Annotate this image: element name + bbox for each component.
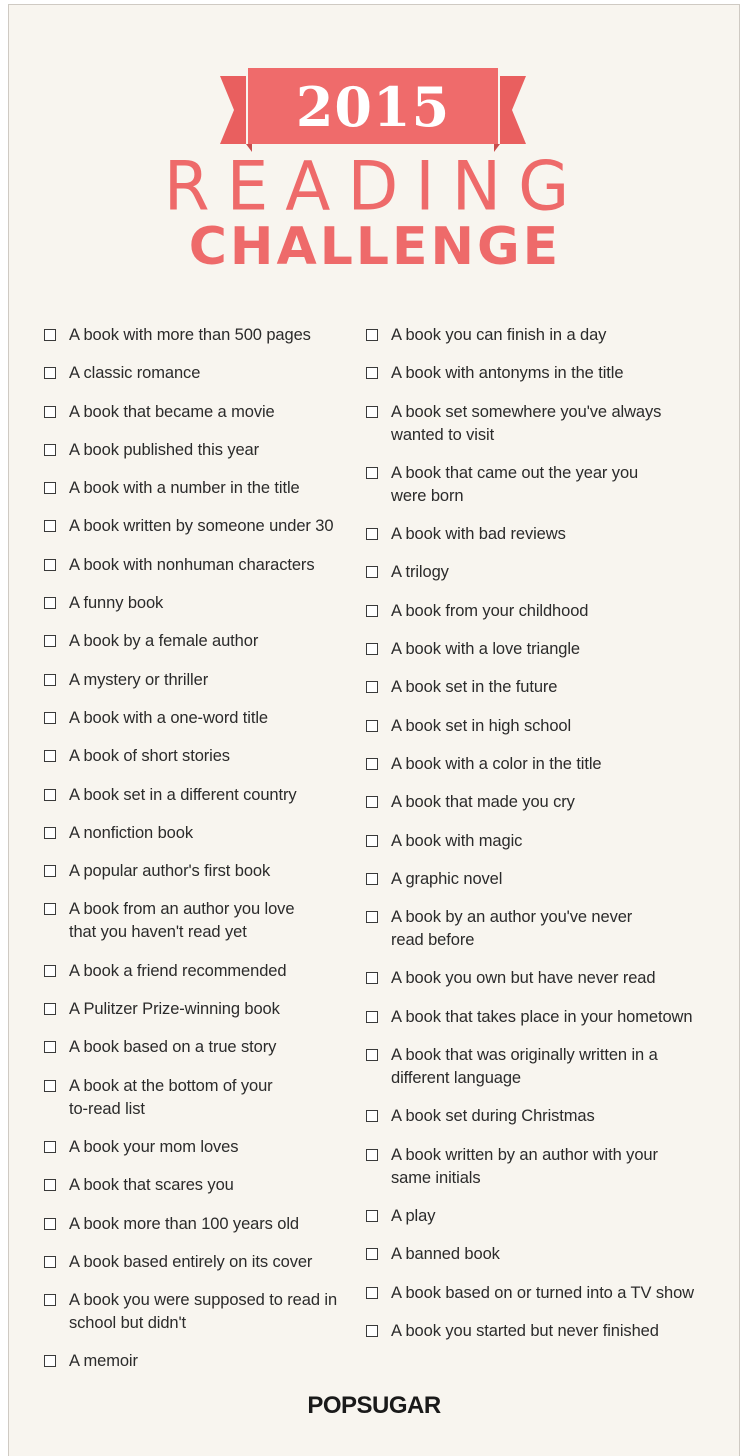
checklist-item[interactable]	[365, 791, 725, 814]
checklist-item[interactable]	[365, 638, 725, 661]
checklist-item-label: A Pulitzer Prize-winning book	[69, 1000, 280, 1019]
checklist-item-label: A trilogy	[391, 563, 449, 582]
checklist-item[interactable]	[43, 784, 361, 807]
checklist-item[interactable]	[43, 515, 361, 538]
checklist-item-label: were born	[391, 486, 464, 505]
checklist-item[interactable]	[365, 1243, 725, 1266]
checklist-item-label: A book from your childhood	[391, 601, 589, 620]
checklist-item[interactable]	[43, 1075, 361, 1121]
checklist-item[interactable]	[365, 830, 725, 853]
checklist-item[interactable]	[365, 906, 725, 952]
checklist-item[interactable]	[43, 1136, 361, 1159]
checkbox-icon[interactable]	[44, 367, 56, 379]
checklist-item[interactable]	[43, 822, 361, 845]
checkbox-icon[interactable]	[366, 1049, 378, 1061]
checklist-item-label: A book that became a movie	[69, 402, 275, 421]
checklist-item[interactable]	[365, 676, 725, 699]
checklist-item[interactable]	[43, 401, 361, 424]
checklist-item-label: A book that was originally written in a	[391, 1046, 658, 1065]
checklist-item[interactable]	[365, 1105, 725, 1128]
year-title: 2015	[295, 75, 451, 139]
checkbox-icon[interactable]	[366, 528, 378, 540]
checkbox-icon[interactable]	[44, 1003, 56, 1015]
checklist-item[interactable]	[365, 324, 725, 347]
checklist-item[interactable]	[43, 707, 361, 730]
checklist-item-label: A book set in high school	[391, 716, 572, 735]
checklist-item[interactable]	[43, 1350, 361, 1373]
checklist-item[interactable]	[43, 1174, 361, 1197]
checklist-item[interactable]	[365, 561, 725, 584]
checkbox-icon[interactable]	[366, 873, 378, 885]
checklist-item-label: A book with more than 500 pages	[69, 326, 311, 344]
checklist-item-label: A funny book	[69, 594, 164, 613]
right-checklist	[365, 324, 725, 1358]
checkbox-icon[interactable]	[366, 972, 378, 984]
checkbox-icon[interactable]	[366, 758, 378, 770]
checklist-item-label: A book with nonhuman characters	[69, 555, 315, 574]
checklist-item[interactable]	[43, 630, 361, 653]
checklist-item[interactable]	[43, 592, 361, 615]
checklist-item-label: to-read list	[69, 1099, 145, 1118]
checkbox-icon[interactable]	[366, 643, 378, 655]
checklist-item-label: A book with a color in the title	[391, 754, 602, 773]
checkbox-icon[interactable]	[366, 720, 378, 732]
checkbox-icon[interactable]	[44, 1179, 56, 1191]
checkbox-icon[interactable]	[44, 635, 56, 647]
checkbox-icon[interactable]	[44, 559, 56, 571]
checklist-item[interactable]	[365, 401, 725, 447]
checkbox-icon[interactable]	[44, 520, 56, 532]
checkbox-icon[interactable]	[44, 482, 56, 494]
challenge-heading: CHALLENGE	[188, 217, 562, 277]
checkbox-icon[interactable]	[44, 1355, 56, 1367]
checkbox-icon[interactable]	[366, 406, 378, 418]
checklist-item-label: A book with magic	[391, 831, 523, 850]
checklist-item[interactable]	[43, 362, 361, 385]
checklist-item[interactable]	[43, 1036, 361, 1059]
checklist-item[interactable]	[365, 1205, 725, 1228]
checklist-item[interactable]	[365, 362, 725, 385]
checklist-item-label: A mystery or thriller	[69, 670, 209, 689]
checklist-item-label: A book that came out the year you	[391, 463, 639, 482]
checklist-item[interactable]	[43, 898, 361, 944]
checklist-item-label: A popular author's first book	[69, 862, 271, 881]
checklist-item-label: that you haven't read yet	[69, 923, 247, 942]
checklist-item[interactable]	[365, 868, 725, 891]
checklist-item[interactable]	[365, 1044, 725, 1090]
checklist-item[interactable]	[365, 1006, 725, 1029]
checklist-item-label: A book from an author you love	[69, 900, 295, 919]
checklist-item-label: A book that scares you	[69, 1176, 234, 1195]
checkbox-icon[interactable]	[366, 1149, 378, 1161]
checklist-item-label: A memoir	[69, 1352, 138, 1371]
checkbox-icon[interactable]	[44, 406, 56, 418]
checkbox-icon[interactable]	[44, 1041, 56, 1053]
checklist-item-label: A book by an author you've never	[391, 908, 633, 927]
checkbox-icon[interactable]	[366, 911, 378, 923]
checklist-item[interactable]	[365, 600, 725, 623]
checklist-item[interactable]	[43, 1289, 361, 1335]
checklist-item[interactable]	[365, 753, 725, 776]
checkbox-icon[interactable]	[366, 605, 378, 617]
checkbox-icon[interactable]	[366, 1011, 378, 1023]
checkbox-icon[interactable]	[44, 1080, 56, 1092]
checklist-item[interactable]	[365, 967, 725, 990]
checkbox-icon[interactable]	[366, 367, 378, 379]
checklist-item-label: A book at the bottom of your	[69, 1076, 273, 1095]
checkbox-icon[interactable]	[44, 674, 56, 686]
checkbox-icon[interactable]	[44, 827, 56, 839]
checkbox-icon[interactable]	[44, 1256, 56, 1268]
checklist-item-label: school but didn't	[69, 1314, 187, 1333]
checklist-item-label: A book a friend recommended	[69, 961, 287, 980]
checkbox-icon[interactable]	[366, 467, 378, 479]
checklist-item-label: A graphic novel	[391, 869, 503, 888]
checklist-item[interactable]	[365, 1144, 725, 1190]
checkbox-icon[interactable]	[44, 789, 56, 801]
checklist-item-label: A book you started but never finished	[391, 1321, 659, 1340]
checkbox-icon[interactable]	[366, 1325, 378, 1337]
checklist-item[interactable]	[43, 860, 361, 883]
checklist-item[interactable]	[43, 1251, 361, 1274]
checklist-item-label: A banned book	[391, 1245, 500, 1264]
checklist-item-label: A book of short stories	[69, 747, 230, 766]
checklist-item-label: A nonfiction book	[69, 823, 193, 842]
checklist-item-label: A book based entirely on its cover	[69, 1252, 313, 1271]
checklist-item-label: A book set in a different country	[69, 785, 297, 804]
checkbox-icon[interactable]	[366, 796, 378, 808]
checklist-item[interactable]	[365, 1282, 725, 1305]
popsugar-logo: POPSUGAR	[307, 1392, 441, 1419]
checklist-item-label: A book more than 100 years old	[69, 1214, 299, 1233]
checkbox-icon[interactable]	[44, 903, 56, 915]
checklist-item-label: A book you own but have never read	[391, 969, 656, 988]
checklist-item[interactable]	[365, 715, 725, 738]
checklist-item-label: A book your mom loves	[69, 1137, 239, 1156]
checkbox-icon[interactable]	[366, 1210, 378, 1222]
left-checklist	[43, 324, 361, 1389]
checklist-item-label: A book with a one-word title	[69, 708, 268, 727]
checklist-item-label: A book that made you cry	[391, 793, 575, 812]
checklist-item[interactable]	[43, 324, 361, 347]
checklist-item[interactable]	[43, 1213, 361, 1236]
checkbox-icon[interactable]	[366, 1110, 378, 1122]
checklist-item[interactable]	[43, 669, 361, 692]
checklist-item-label: wanted to visit	[391, 425, 495, 444]
checklist-item[interactable]	[43, 477, 361, 500]
checkbox-icon[interactable]	[44, 712, 56, 724]
checklist-item[interactable]	[365, 523, 725, 546]
checkbox-icon[interactable]	[366, 329, 378, 341]
checklist-item-label: A book based on a true story	[69, 1038, 277, 1057]
checklist-item[interactable]	[43, 998, 361, 1021]
checklist-item-label: A book you can finish in a day	[391, 326, 607, 344]
checkbox-icon[interactable]	[44, 965, 56, 977]
checklist-item-label: A book written by an author with your	[391, 1145, 658, 1164]
checklist-item-label: A play	[391, 1206, 436, 1225]
checklist-item-label: A book set in the future	[391, 678, 558, 697]
checklist-item-label: A book with a number in the title	[69, 479, 300, 498]
checkbox-icon[interactable]	[366, 681, 378, 693]
checklist-item-label: A book based on or turned into a TV show	[391, 1283, 694, 1302]
checklist-item-label: A book you were supposed to read in	[69, 1291, 338, 1310]
checklist-item-label: different language	[391, 1069, 522, 1088]
checkbox-icon[interactable]	[366, 566, 378, 578]
checkbox-icon[interactable]	[44, 750, 56, 762]
checkbox-icon[interactable]	[44, 1141, 56, 1153]
checkbox-icon[interactable]	[44, 329, 56, 341]
checklist-item[interactable]	[365, 1320, 725, 1343]
checklist-item-label: A book with antonyms in the title	[391, 364, 624, 383]
checklist-item[interactable]	[43, 960, 361, 983]
checklist-item[interactable]	[43, 745, 361, 768]
checklist-item-label: A book by a female author	[69, 632, 259, 651]
checklist-item-label: A book published this year	[69, 440, 260, 459]
checklist-item-label: A book that takes place in your hometown	[391, 1007, 693, 1026]
checklist-item-label: A book set during Christmas	[391, 1107, 595, 1126]
checkbox-icon[interactable]	[44, 597, 56, 609]
checkbox-icon[interactable]	[366, 1248, 378, 1260]
checklist-item[interactable]	[43, 439, 361, 462]
reading-heading: READING	[163, 147, 587, 226]
checkbox-icon[interactable]	[44, 865, 56, 877]
checkbox-icon[interactable]	[366, 1287, 378, 1299]
checklist-item-label: A book set somewhere you've always	[391, 402, 662, 421]
checklist-item-label: same initials	[391, 1168, 481, 1187]
checklist-item-label: A classic romance	[69, 364, 201, 383]
checklist-item-label: A book with bad reviews	[391, 525, 566, 544]
checklist-item-label: read before	[391, 931, 475, 950]
checklist-item[interactable]	[365, 462, 725, 508]
checklist-item[interactable]	[43, 554, 361, 577]
checklist-item-label: A book with a love triangle	[391, 640, 580, 659]
checkbox-icon[interactable]	[366, 835, 378, 847]
checkbox-icon[interactable]	[44, 1294, 56, 1306]
checklist-item-label: A book written by someone under 30	[69, 517, 334, 536]
checkbox-icon[interactable]	[44, 444, 56, 456]
checkbox-icon[interactable]	[44, 1218, 56, 1230]
